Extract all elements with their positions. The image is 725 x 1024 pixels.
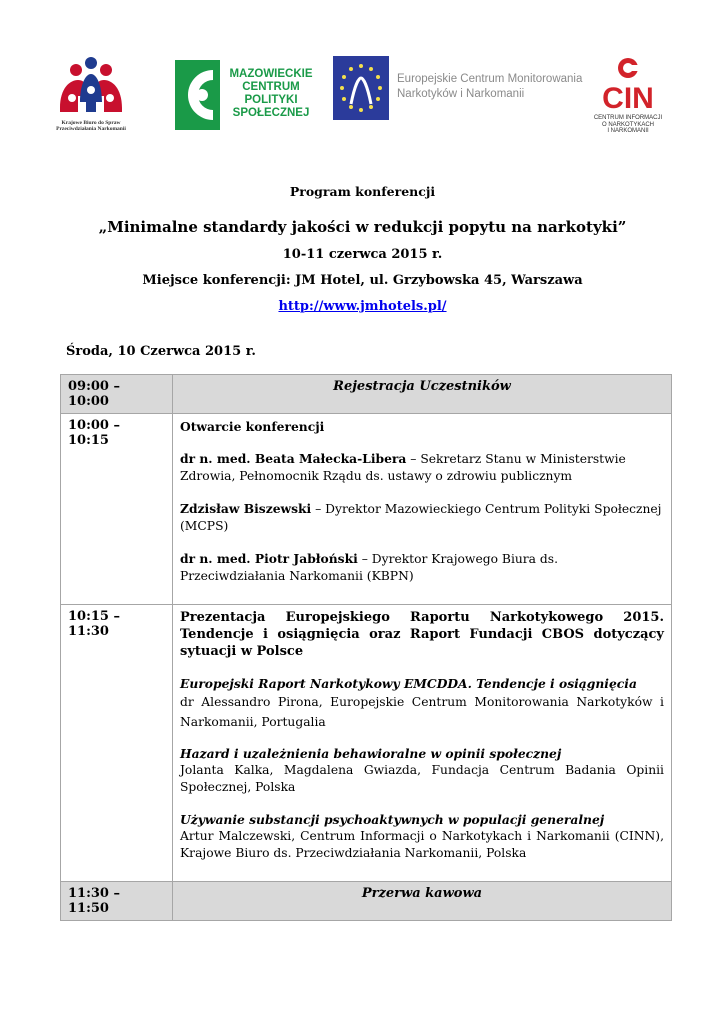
emcdda-text [397, 72, 587, 102]
cinn-mark-text: CIN [602, 82, 654, 110]
speaker-name: Zdzisław Biszewski [180, 501, 312, 516]
talk-title: Europejski Raport Narkotykowy EMCDDA. Tendencje i osiągnięcia [180, 676, 637, 691]
speaker-name: dr n. med. Beata Małecka-Libera [180, 451, 407, 466]
cinn-mark-icon [593, 56, 663, 110]
eu-stars-icon [333, 56, 389, 120]
speaker-role: – Sekretarz Stanu w Ministerstwie Zdrowia, Pełnomocnik Rządu ds. ustawy o zdrowiu publicznym [180, 452, 626, 483]
mcps-line4: SPOŁECZNEJ [232, 107, 310, 119]
cinn-sub1: CENTRUM INFORMACJI [593, 115, 663, 121]
talk-speaker: Jolanta Kalka, Magdalena Gwiazda, Fundacja Centrum Badania Opinii Społecznej, Polska [180, 763, 664, 794]
schedule-row-registration [61, 375, 672, 414]
schedule-row-presentation [61, 605, 672, 882]
row-time: 11:30 – 11:50 [61, 882, 173, 921]
kbpn-caption-line1: Krajowe Biuro do Spraw [61, 120, 121, 126]
talk-speaker: dr Alessandro Pirona, Europejskie Centrum Monitorowania Narkotyków i Narkomanii, Portugalia [180, 695, 664, 729]
eu-emcdda-logo [333, 56, 389, 120]
row-time: 10:15 – 11:30 [61, 605, 173, 882]
logos-bar [0, 50, 725, 140]
mcps-line3: POLITYKI [244, 94, 298, 106]
speaker-name: dr n. med. Piotr Jabłoński [180, 551, 358, 566]
row-content [173, 414, 672, 605]
mcps-line2: CENTRUM [242, 81, 300, 93]
mcps-logo [175, 60, 317, 130]
speaker-entry [180, 450, 664, 485]
kbpn-caption [50, 120, 132, 132]
hotel-link-line [0, 299, 725, 314]
kbpn-caption-line2: Przeciwdziałania Narkomanii [56, 126, 126, 132]
schedule-table [60, 374, 672, 921]
mcps-text [225, 68, 317, 120]
row-content [173, 605, 672, 882]
cinn-logo [592, 56, 664, 135]
talk-title: Hazard i uzależnienia behawioralne w opinii społecznej [180, 746, 562, 761]
session-title: Prezentacja Europejskiego Raportu Narkotykowego 2015. Tendencje i osiągnięcia oraz Raport Fundacji CBOS dotyczący sytuacji w Polsce [180, 610, 664, 659]
kbpn-logo [50, 56, 132, 132]
emcdda-line2: Narkotyków i Narkomanii [397, 88, 525, 100]
program-heading: Program konferencji [289, 184, 436, 199]
hotel-link[interactable]: http://www.jmhotels.pl/ [278, 299, 447, 314]
conference-title: „Minimalne standardy jakości w redukcji popytu na narkotyki” [98, 218, 627, 236]
speaker-role: – Dyrektor Mazowieckiego Centrum Polityki Społecznej (MCPS) [180, 502, 662, 533]
kbpn-figures-icon [52, 56, 130, 118]
cinn-sub3: I NARKOMANII [607, 128, 649, 134]
speaker-entry [180, 550, 664, 585]
talk-title: Używanie substancji psychoaktywnych w populacji generalnej [180, 812, 605, 827]
row-label: Przerwa kawowa [173, 882, 672, 921]
conference-venue: Miejsce konferencji: JM Hotel, ul. Grzybowska 45, Warszawa [142, 273, 583, 288]
emcdda-line1: Europejskie Centrum Monitorowania [397, 73, 583, 85]
speaker-entry [180, 500, 664, 535]
talk-speaker: Artur Malczewski, Centrum Informacji o Narkotykach i Narkomanii (CINN), Krajowe Biuro ds. Przeciwdziałania Narkomanii, Polska [180, 829, 664, 860]
conference-dates: 10-11 czerwca 2015 r. [282, 247, 443, 262]
session-title: Otwarcie konferencji [180, 419, 325, 434]
speaker-role: – Dyrektor Krajowego Biura ds. Przeciwdziałania Narkomanii (KBPN) [180, 552, 559, 583]
schedule-row-coffee [61, 882, 672, 921]
row-time: 09:00 – 10:00 [61, 375, 173, 414]
row-time: 10:00 – 10:15 [61, 414, 173, 605]
cinn-sub2: O NARKOTYKACH [601, 121, 654, 128]
row-label: Rejestracja Uczestników [173, 375, 672, 414]
mcps-line1: MAZOWIECKIE [229, 68, 313, 80]
schedule-row-opening [61, 414, 672, 605]
day-heading: Środa, 10 Czerwca 2015 r. [66, 344, 256, 359]
cinn-subtitle [592, 115, 664, 135]
